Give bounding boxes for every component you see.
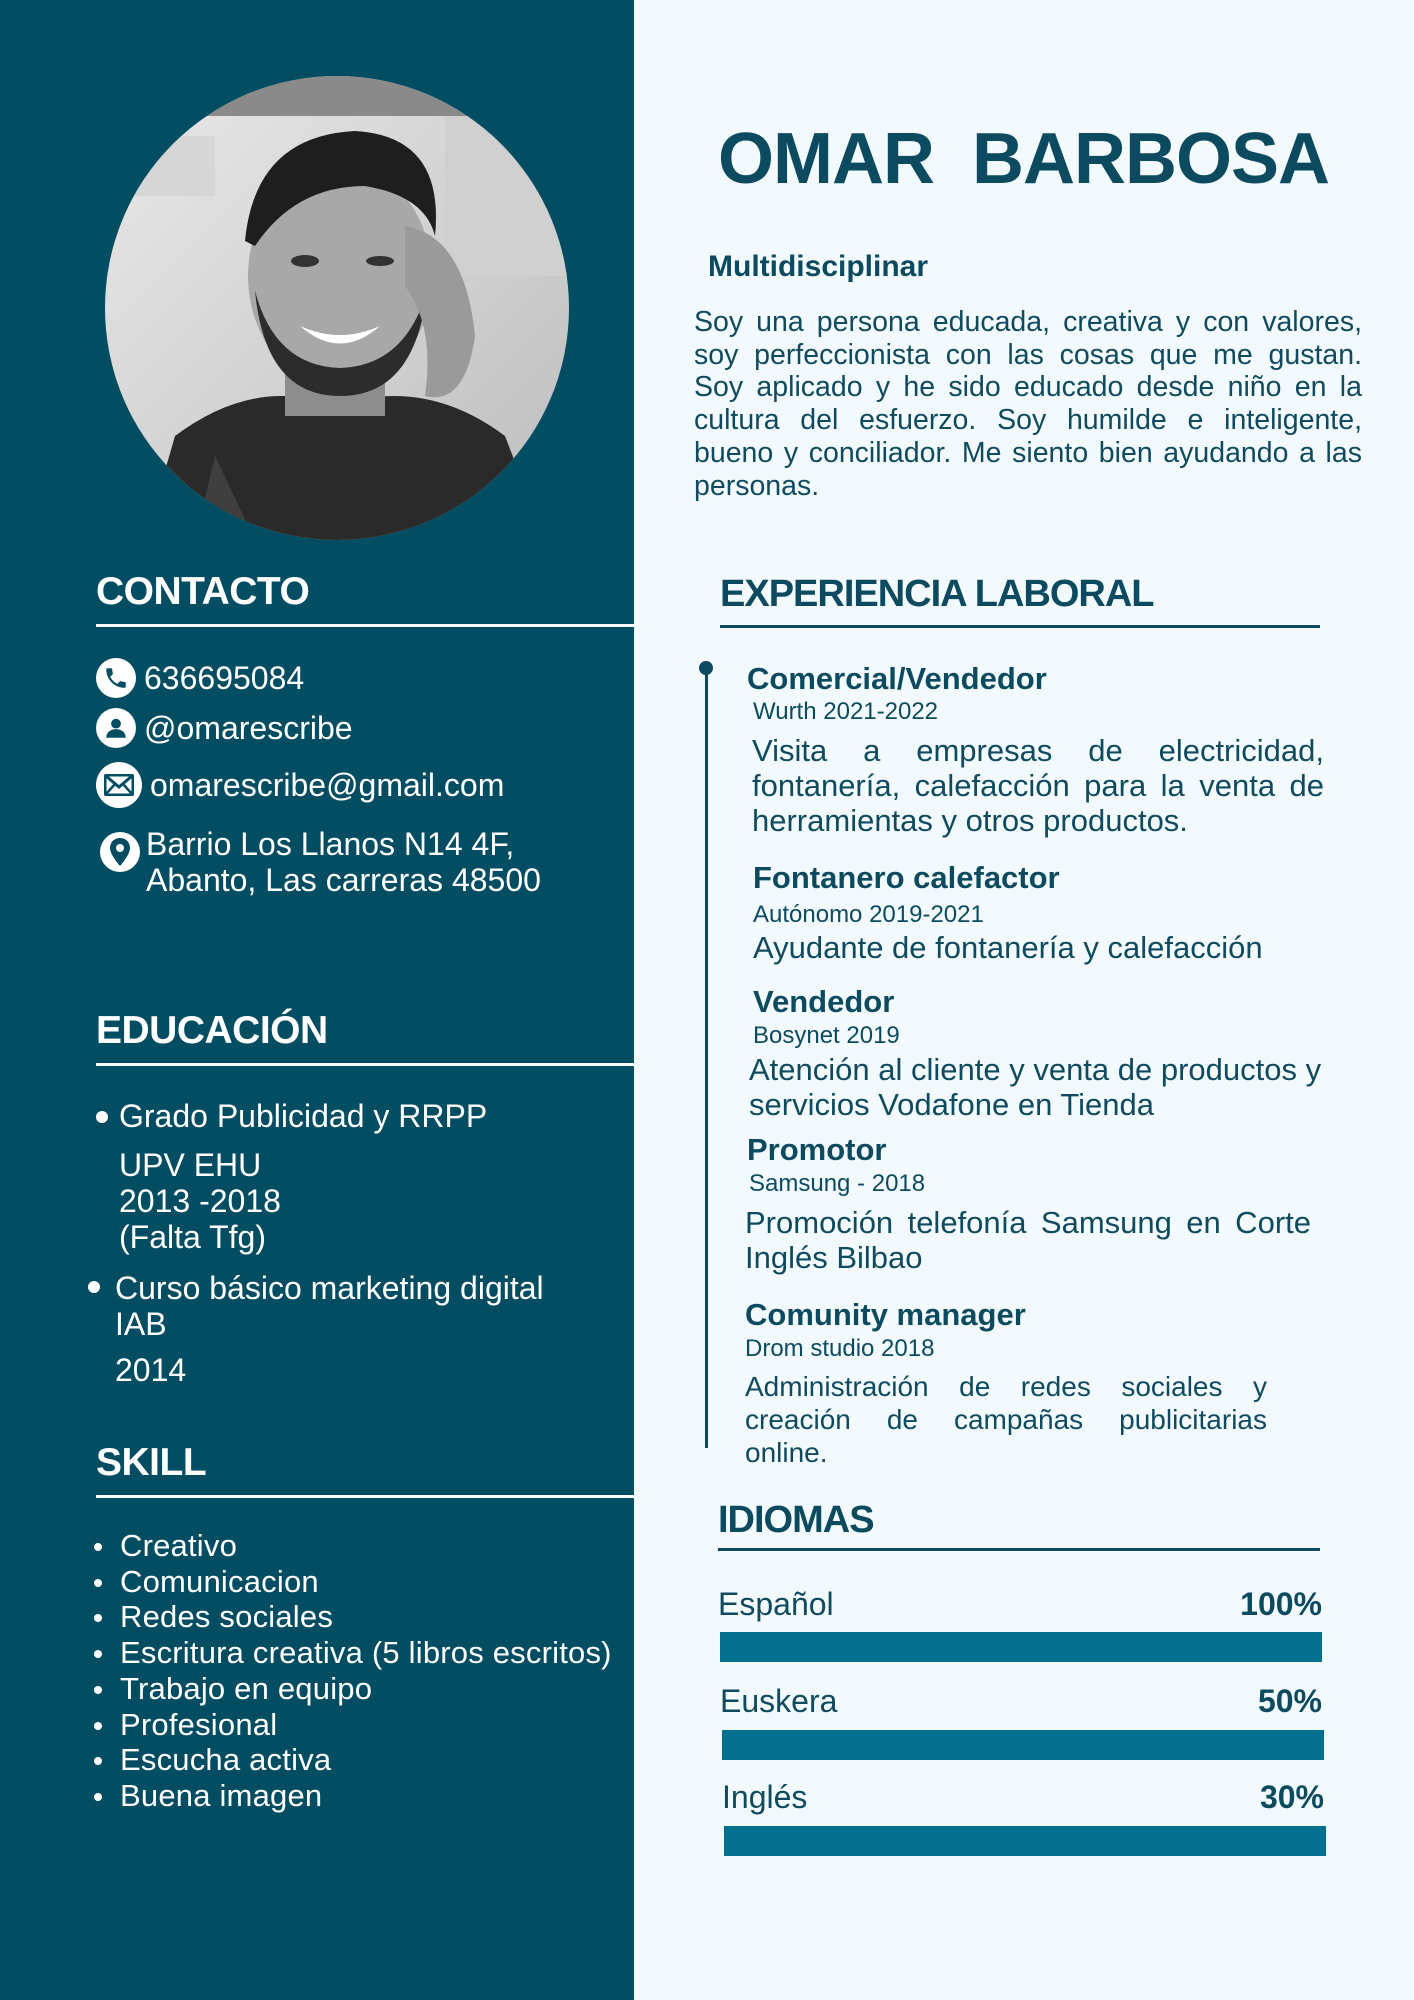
language-percent: 100% — [1240, 1586, 1322, 1622]
education-years: 2013 -2018 — [119, 1183, 281, 1219]
education-note: (Falta Tfg) — [119, 1219, 266, 1255]
address-line-1: Barrio Los Llanos N14 4F, — [146, 826, 515, 862]
language-bar-fill — [720, 1632, 1322, 1662]
language-bar — [722, 1730, 1324, 1760]
location-pin-icon — [98, 830, 142, 879]
education-details — [119, 1147, 281, 1255]
candidate-subtitle: Multidisciplinar — [708, 250, 929, 283]
language-percent: 30% — [1259, 1779, 1324, 1815]
handle-text: @omarescribe — [144, 709, 353, 746]
skill-item: Comunicacion — [92, 1564, 612, 1600]
skill-item: Redes sociales — [92, 1599, 612, 1635]
job-meta: Wurth 2021-2022 — [753, 698, 939, 725]
sidebar — [0, 0, 634, 2000]
job-meta: Samsung - 2018 — [749, 1170, 926, 1197]
language-bar-fill — [722, 1730, 1324, 1760]
profile-photo — [105, 76, 569, 540]
skill-item: Creativo — [92, 1528, 612, 1564]
language-name: Inglés — [722, 1779, 808, 1815]
language-name: Euskera — [720, 1683, 838, 1719]
skill-item: Profesional — [92, 1707, 612, 1743]
education-years: 2014 — [115, 1352, 187, 1388]
languages-divider — [718, 1548, 1320, 1551]
job-meta: Drom studio 2018 — [745, 1335, 935, 1362]
job-meta: Autónomo 2019-2021 — [753, 901, 984, 928]
skill-item: Escucha activa — [92, 1742, 612, 1778]
email-text: omarescribe@gmail.com — [150, 766, 505, 803]
job-description: Promoción telefonía Samsung en Corte Inglés Bilbao — [745, 1205, 1311, 1275]
education-school: UPV EHU — [119, 1147, 262, 1183]
education-title: Curso básico marketing digital — [115, 1270, 544, 1306]
skill-item: Escritura creativa (5 libros escritos) — [92, 1635, 612, 1671]
address — [146, 826, 541, 898]
timeline-line — [705, 668, 708, 1448]
job-description: Visita a empresas de electricidad, fontanería, calefacción para la venta de herramientas y otros productos. — [752, 733, 1324, 838]
contact-divider — [96, 624, 634, 627]
education-item — [119, 1098, 487, 1134]
skill-item: Buena imagen — [92, 1778, 612, 1814]
job-title: Comercial/Vendedor — [747, 661, 1047, 696]
job-description: Ayudante de fontanería y calefacción — [753, 930, 1263, 965]
language-percent: 50% — [1257, 1683, 1322, 1719]
education-divider — [96, 1063, 634, 1066]
skill-divider — [96, 1495, 634, 1498]
skill-list — [92, 1528, 612, 1814]
contact-heading: CONTACTO — [96, 570, 310, 613]
language-bar — [724, 1826, 1326, 1856]
user-icon — [96, 708, 136, 748]
job-meta: Bosynet 2019 — [753, 1022, 900, 1049]
experience-divider — [720, 625, 1320, 628]
envelope-icon — [96, 762, 142, 808]
candidate-name: OMAR BARBOSA — [718, 119, 1329, 199]
education-bullet — [88, 1281, 100, 1293]
experience-heading: EXPERIENCIA LABORAL — [720, 573, 1154, 615]
job-title: Vendedor — [753, 984, 895, 1019]
languages-heading: IDIOMAS — [718, 1499, 874, 1541]
language-bar — [720, 1632, 1322, 1662]
job-title: Fontanero calefactor — [753, 860, 1060, 895]
contact-handle[interactable] — [96, 708, 353, 748]
skill-heading: SKILL — [96, 1441, 207, 1484]
phone-text: 636695084 — [144, 659, 305, 696]
education-item — [115, 1270, 544, 1388]
education-school: IAB — [115, 1306, 167, 1342]
address-line-2: Abanto, Las carreras 48500 — [146, 862, 541, 898]
education-title: Grado Publicidad y RRPP — [119, 1098, 488, 1134]
contact-phone[interactable] — [96, 658, 304, 698]
contact-email[interactable] — [96, 762, 504, 808]
job-title: Promotor — [747, 1132, 887, 1167]
education-heading: EDUCACIÓN — [96, 1009, 328, 1052]
about-paragraph: Soy una persona educada, creativa y con valores, soy perfeccionista con las cosas que me gustan. Soy aplicado y he sido educado desde niño en la cultura del esfuerzo. Soy humilde e inteligente, bueno y conciliador. Me siento bien ayudando a las personas. — [694, 306, 1362, 502]
job-title: Comunity manager — [745, 1297, 1026, 1332]
job-description: Administración de redes sociales y creación de campañas publicitarias online. — [745, 1371, 1267, 1468]
language-name: Español — [718, 1586, 834, 1622]
language-bar-fill — [724, 1826, 1326, 1856]
phone-icon — [96, 658, 136, 698]
job-description: Atención al cliente y venta de productos y servicios Vodafone en Tienda — [749, 1052, 1322, 1122]
skill-item: Trabajo en equipo — [92, 1671, 612, 1707]
education-bullet — [96, 1111, 108, 1123]
